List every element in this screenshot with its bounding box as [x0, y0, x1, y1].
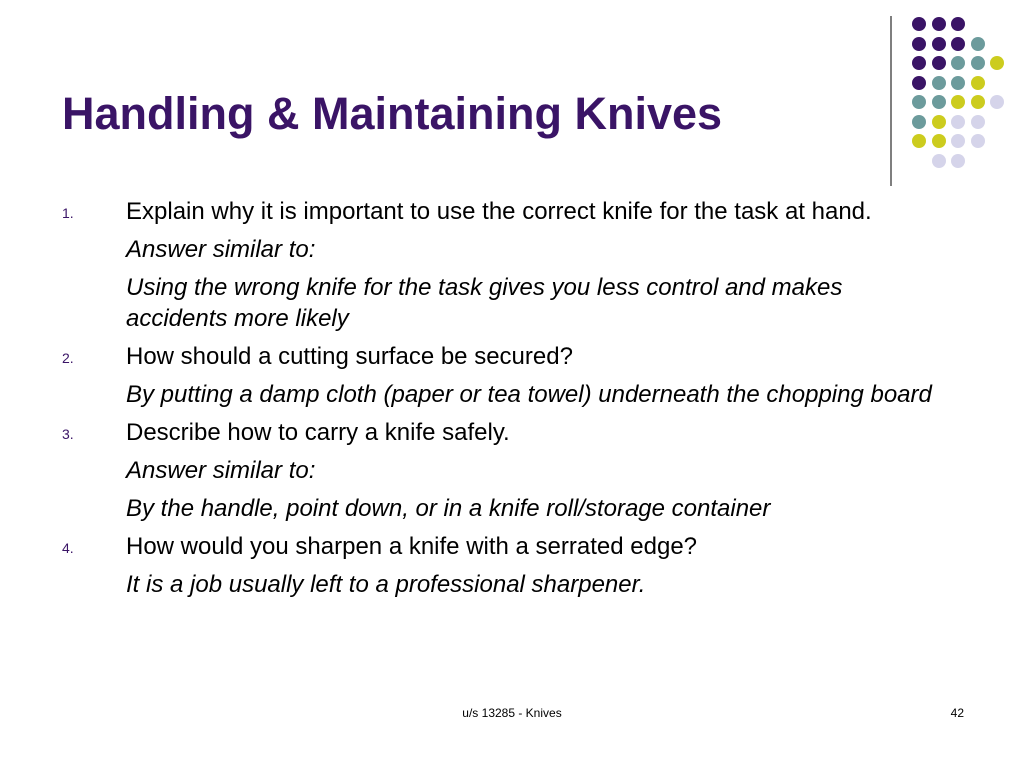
decorative-dot: [912, 56, 926, 70]
decorative-dot: [951, 37, 965, 51]
decorative-dot: [971, 134, 985, 148]
question-text: How would you sharpen a knife with a serrated edge?: [126, 533, 698, 560]
decorative-dot: [990, 56, 1004, 70]
decorative-dot: [932, 134, 946, 148]
answer-text: Answer similar to:: [126, 236, 316, 263]
item-number: 1.: [62, 205, 74, 221]
decorative-dot: [990, 95, 1004, 109]
answer-text: Using the wrong knife for the task gives you less control and makes accidents more likely: [126, 274, 843, 332]
title-divider-line: [890, 16, 892, 186]
decorative-dot: [951, 56, 965, 70]
decorative-dot: [932, 37, 946, 51]
decorative-dot: [971, 56, 985, 70]
decorative-dot: [932, 154, 946, 168]
decorative-dot: [912, 17, 926, 31]
question-text: Describe how to carry a knife safely.: [126, 419, 510, 446]
decorative-dot: [932, 95, 946, 109]
decorative-dot: [951, 76, 965, 90]
question-item: [0, 196, 1024, 341]
decorative-dot: [951, 154, 965, 168]
decorative-dot: [951, 95, 965, 109]
answer-text: By the handle, point down, or in a knife roll/storage container: [126, 495, 771, 522]
decorative-dot: [971, 115, 985, 129]
decorative-dot: [912, 134, 926, 148]
decorative-dot: [912, 95, 926, 109]
page-number: 42: [950, 706, 964, 720]
question-text: How should a cutting surface be secured?: [126, 343, 573, 370]
decorative-dot: [932, 115, 946, 129]
answer-text: Answer similar to:: [126, 457, 316, 484]
question-list: [0, 196, 1024, 607]
decorative-dot: [971, 95, 985, 109]
decorative-dot: [971, 76, 985, 90]
item-number: 3.: [62, 426, 74, 442]
decorative-dot: [912, 37, 926, 51]
decorative-dot: [932, 76, 946, 90]
answer-text: It is a job usually left to a professional sharpener.: [126, 571, 646, 598]
decorative-dot: [932, 56, 946, 70]
question-text: Explain why it is important to use the correct knife for the task at hand.: [126, 198, 872, 225]
decorative-dot: [951, 115, 965, 129]
decorative-dot: [951, 17, 965, 31]
answer-text: By putting a damp cloth (paper or tea towel) underneath the chopping board: [126, 381, 932, 408]
question-item: [0, 417, 1024, 531]
decorative-dot: [912, 76, 926, 90]
item-number: 2.: [62, 350, 74, 366]
decorative-dot: [932, 17, 946, 31]
slide-title: Handling & Maintaining Knives: [62, 88, 723, 139]
decorative-dot: [951, 134, 965, 148]
footer-text: u/s 13285 - Knives: [462, 706, 562, 720]
decorative-dot: [912, 115, 926, 129]
decorative-dot: [971, 37, 985, 51]
question-item: [0, 341, 1024, 417]
item-number: 4.: [62, 540, 74, 556]
question-item: [0, 531, 1024, 607]
